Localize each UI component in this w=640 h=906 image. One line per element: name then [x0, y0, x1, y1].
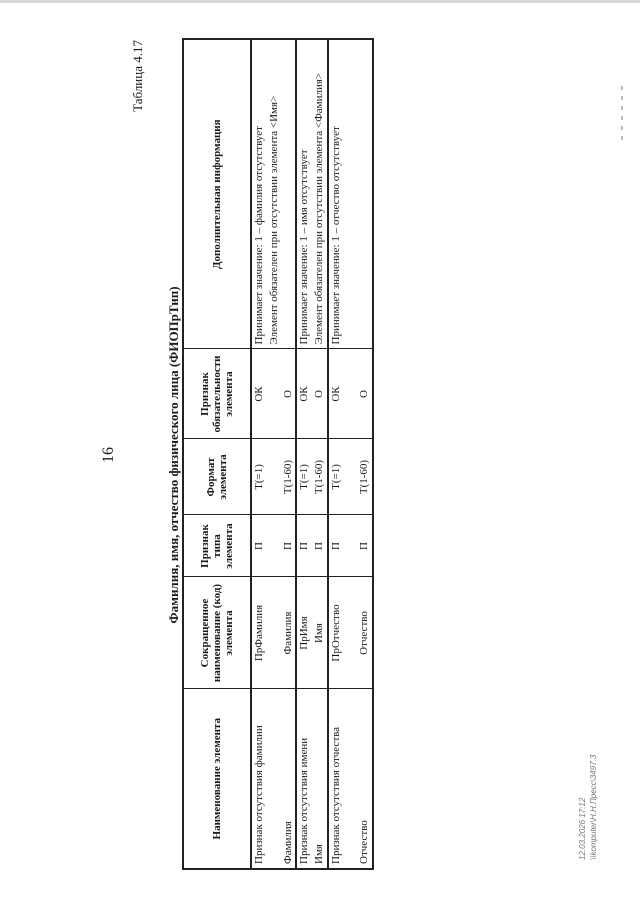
cell-name — [251, 689, 296, 869]
row-surname-required: О — [281, 390, 294, 398]
cell-format — [296, 439, 327, 515]
row-patronymic-flag-info: Принимает значение: 1 – отчество отсутствует — [329, 126, 342, 345]
cell-required — [251, 349, 296, 439]
row-name-flag-name: Признак отсутствия имени — [298, 737, 311, 864]
cell-type — [251, 515, 296, 577]
row-name-flag-format: T(=1) — [298, 464, 311, 490]
cell-required — [296, 349, 327, 439]
row-name-type: П — [312, 542, 325, 550]
table-caption: Фамилия, имя, отчество физического лица (ФИОПрТип) — [166, 286, 181, 624]
row-name-format: T(1-60) — [312, 459, 325, 495]
row-patronymic-name: Отчество — [358, 820, 371, 864]
table-row-group-surname — [251, 39, 296, 869]
row-patronymic-flag-type: П — [329, 542, 342, 550]
scan-margin-marks — [618, 80, 626, 600]
row-name-required: О — [312, 390, 325, 398]
row-surname-flag-code: ПрФамилия — [253, 604, 265, 662]
row-surname-info: Элемент обязателен при отсутствии элемента <Имя> — [267, 95, 280, 345]
row-surname-flag-info: Принимает значение: 1 – фамилия отсутствует — [253, 126, 265, 345]
table-row-group-patronymic — [328, 39, 373, 869]
header-element-name: Наименование элемента — [183, 689, 251, 869]
row-name-info: Элемент обязателен при отсутствии элемента <Фамилия> — [312, 72, 325, 345]
row-surname-flag-type: П — [253, 542, 265, 550]
header-additional-info: Дополнительная информация — [183, 39, 251, 349]
cell-format — [251, 439, 296, 515]
cell-info — [328, 39, 373, 349]
row-name-flag-code: ПрИмя — [298, 616, 311, 650]
cell-name — [296, 689, 327, 869]
print-stamp-path: \\komputer\Н.Н.Пресс\3497.3 — [589, 754, 599, 860]
header-element-required: Признак обязательности элемента — [183, 349, 251, 439]
cell-code — [328, 577, 373, 689]
row-patronymic-flag-code: ПрОтчество — [329, 604, 342, 662]
cell-type — [328, 515, 373, 577]
print-stamp — [578, 755, 598, 860]
row-surname-flag-format: T(=1) — [253, 464, 265, 490]
row-patronymic-flag-required: ОК — [329, 386, 342, 402]
header-element-type: Признак типа элемента — [183, 515, 251, 577]
row-surname-name: Фамилия — [281, 821, 294, 864]
page-number: 16 — [100, 447, 117, 463]
cell-required — [328, 349, 373, 439]
row-patronymic-code: Отчество — [358, 611, 371, 655]
row-patronymic-flag-name: Признак отсутствия отчества — [329, 726, 342, 864]
cell-info — [251, 39, 296, 349]
element-spec-table — [182, 38, 374, 870]
cell-name — [328, 689, 373, 869]
row-name-flag-type: П — [298, 542, 311, 550]
row-surname-format: T(1-60) — [281, 459, 294, 495]
row-patronymic-format: T(1-60) — [358, 459, 371, 495]
row-patronymic-required: О — [358, 390, 371, 398]
header-element-format: Формат элемента — [183, 439, 251, 515]
row-name-flag-info: Принимает значение: 1 – имя отсутствует — [298, 149, 311, 345]
table-row-group-given-name — [296, 39, 327, 869]
table-header-row — [183, 39, 251, 869]
print-stamp-date: 12.03.2026 17:12 — [578, 797, 587, 860]
rotated-page-content — [100, 40, 620, 870]
table-id: Таблица 4.17 — [130, 40, 145, 112]
cell-type — [296, 515, 327, 577]
page-top-edge — [0, 0, 640, 3]
cell-format — [328, 439, 373, 515]
row-patronymic-flag-format: T(=1) — [329, 464, 342, 490]
row-surname-flag-name: Признак отсутствия фамилии — [253, 725, 265, 864]
row-surname-code: Фамилия — [281, 611, 294, 655]
cell-info — [296, 39, 327, 349]
cell-code — [251, 577, 296, 689]
row-name-flag-required: ОК — [298, 386, 311, 402]
row-name-name: Имя — [312, 844, 325, 864]
cell-code — [296, 577, 327, 689]
row-name-code: Имя — [312, 623, 325, 643]
row-surname-type: П — [281, 542, 294, 550]
row-patronymic-type: П — [358, 542, 371, 550]
header-element-code: Сокращенное наименование (код) элемента — [183, 577, 251, 689]
row-surname-flag-required: ОК — [253, 386, 265, 402]
